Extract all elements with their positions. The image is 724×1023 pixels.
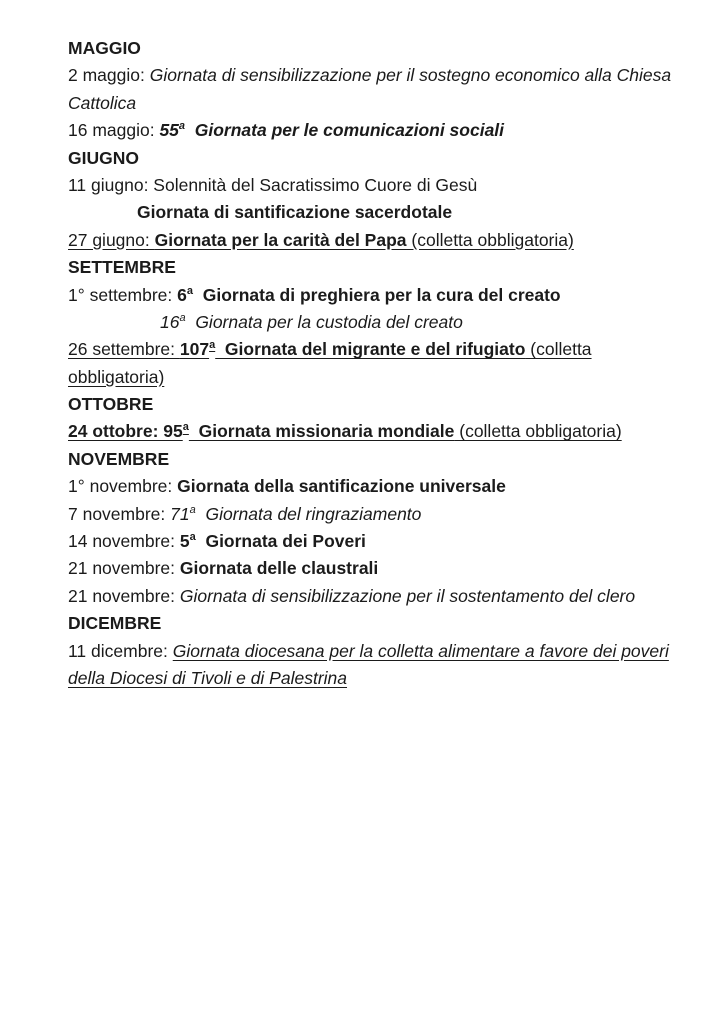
calendar-entry bbox=[68, 555, 668, 582]
calendar-entry bbox=[68, 172, 668, 199]
entry-ordinal-superscript: a bbox=[179, 312, 186, 325]
entry-title: Giornata di santificazione sacerdotale bbox=[137, 202, 453, 223]
month-heading-dicembre bbox=[68, 610, 668, 637]
calendar-entry bbox=[68, 638, 668, 665]
entry-note: obbligatoria) bbox=[68, 366, 165, 387]
entry-date: 21 novembre: bbox=[68, 558, 180, 579]
entry-ordinal: 6 bbox=[177, 284, 187, 305]
entry-title: Giornata dei Poveri bbox=[195, 531, 366, 552]
entry-date: 27 giugno: bbox=[68, 229, 155, 250]
liturgical-calendar-list bbox=[68, 35, 672, 692]
entry-ordinal-superscript: a bbox=[189, 531, 196, 544]
month-heading-novembre bbox=[68, 446, 668, 473]
entry-title: Giornata diocesana per la colletta alimentare a favore dei poveri bbox=[172, 640, 669, 661]
entry-ordinal: 71 bbox=[170, 503, 190, 524]
entry-date: 21 novembre: bbox=[68, 585, 180, 606]
calendar-entry bbox=[68, 62, 672, 89]
entry-ordinal: 107 bbox=[179, 339, 210, 360]
entry-title: Giornata per la carità del Papa bbox=[154, 229, 407, 250]
entry-date: 26 settembre: bbox=[68, 339, 180, 360]
entry-date: 16 maggio: bbox=[68, 120, 160, 141]
calendar-entry bbox=[68, 473, 668, 500]
entry-ordinal-superscript: a bbox=[186, 284, 193, 297]
entry-date: 2 maggio: bbox=[68, 65, 150, 86]
entry-date: 7 novembre: bbox=[68, 503, 171, 524]
calendar-entry-continuation bbox=[68, 90, 668, 117]
calendar-entry bbox=[68, 501, 668, 528]
month-heading-ottobre bbox=[68, 391, 668, 418]
entry-ordinal: 16 bbox=[160, 311, 180, 332]
entry-ordinal: 55 bbox=[159, 120, 179, 141]
entry-title: Giornata missionaria mondiale bbox=[188, 421, 455, 442]
calendar-entry bbox=[68, 227, 668, 254]
calendar-entry bbox=[68, 418, 668, 445]
entry-title: Giornata del migrante e del rifugiato bbox=[215, 339, 526, 360]
entry-title: Giornata di sensibilizzazione per il sostegno economico alla Chiesa bbox=[149, 65, 672, 86]
entry-title: Giornata delle claustrali bbox=[179, 558, 379, 579]
month-label: SETTEMBRE bbox=[68, 257, 176, 278]
month-label: GIUGNO bbox=[68, 147, 139, 168]
month-label: DICEMBRE bbox=[68, 613, 162, 634]
calendar-entry-continuation bbox=[68, 309, 668, 336]
entry-date: 1° novembre: bbox=[68, 476, 178, 497]
entry-title: Giornata per le comunicazioni sociali bbox=[185, 120, 505, 141]
month-label: OTTOBRE bbox=[68, 394, 154, 415]
entry-ordinal-superscript: a bbox=[182, 421, 189, 434]
month-heading-maggio bbox=[68, 35, 668, 62]
entry-note: (colletta obbligatoria) bbox=[406, 229, 574, 250]
month-label: MAGGIO bbox=[68, 38, 141, 58]
calendar-entry bbox=[68, 117, 668, 144]
month-heading-settembre bbox=[68, 254, 668, 281]
entry-date: 24 ottobre: 95 bbox=[68, 421, 183, 442]
entry-text: 11 giugno: Solennità del Sacratissimo Cuore di Gesù bbox=[68, 174, 478, 195]
entry-date: 11 dicembre: bbox=[68, 640, 173, 661]
month-label: NOVEMBRE bbox=[68, 448, 170, 469]
entry-ordinal: 5 bbox=[179, 531, 190, 552]
entry-title: Giornata della santificazione universale bbox=[177, 476, 506, 497]
calendar-entry-continuation bbox=[68, 665, 668, 692]
calendar-entry-continuation bbox=[68, 199, 668, 226]
entry-title: Giornata di sensibilizzazione per il sostentamento del clero bbox=[179, 585, 636, 606]
calendar-entry bbox=[68, 282, 668, 309]
calendar-entry bbox=[68, 583, 668, 610]
calendar-entry-continuation bbox=[68, 364, 668, 391]
entry-note: (colletta obbligatoria) bbox=[454, 421, 622, 442]
entry-date: 1° settembre: bbox=[68, 284, 178, 305]
entry-title: Cattolica bbox=[68, 92, 137, 113]
entry-ordinal-superscript: a bbox=[209, 339, 216, 352]
entry-title: Giornata di preghiera per la cura del creato bbox=[193, 284, 561, 305]
entry-title: Giornata del ringraziamento bbox=[195, 503, 422, 524]
calendar-entry bbox=[68, 336, 668, 363]
entry-ordinal-superscript: a bbox=[178, 120, 186, 133]
entry-title: Giornata per la custodia del creato bbox=[185, 311, 463, 332]
entry-date: 14 novembre: bbox=[68, 531, 180, 552]
entry-note: (colletta bbox=[525, 339, 592, 360]
entry-title: della Diocesi di Tivoli e di Palestrina bbox=[68, 667, 348, 688]
month-heading-giugno bbox=[68, 145, 668, 172]
entry-ordinal-superscript: a bbox=[189, 503, 196, 516]
calendar-entry bbox=[68, 528, 668, 555]
